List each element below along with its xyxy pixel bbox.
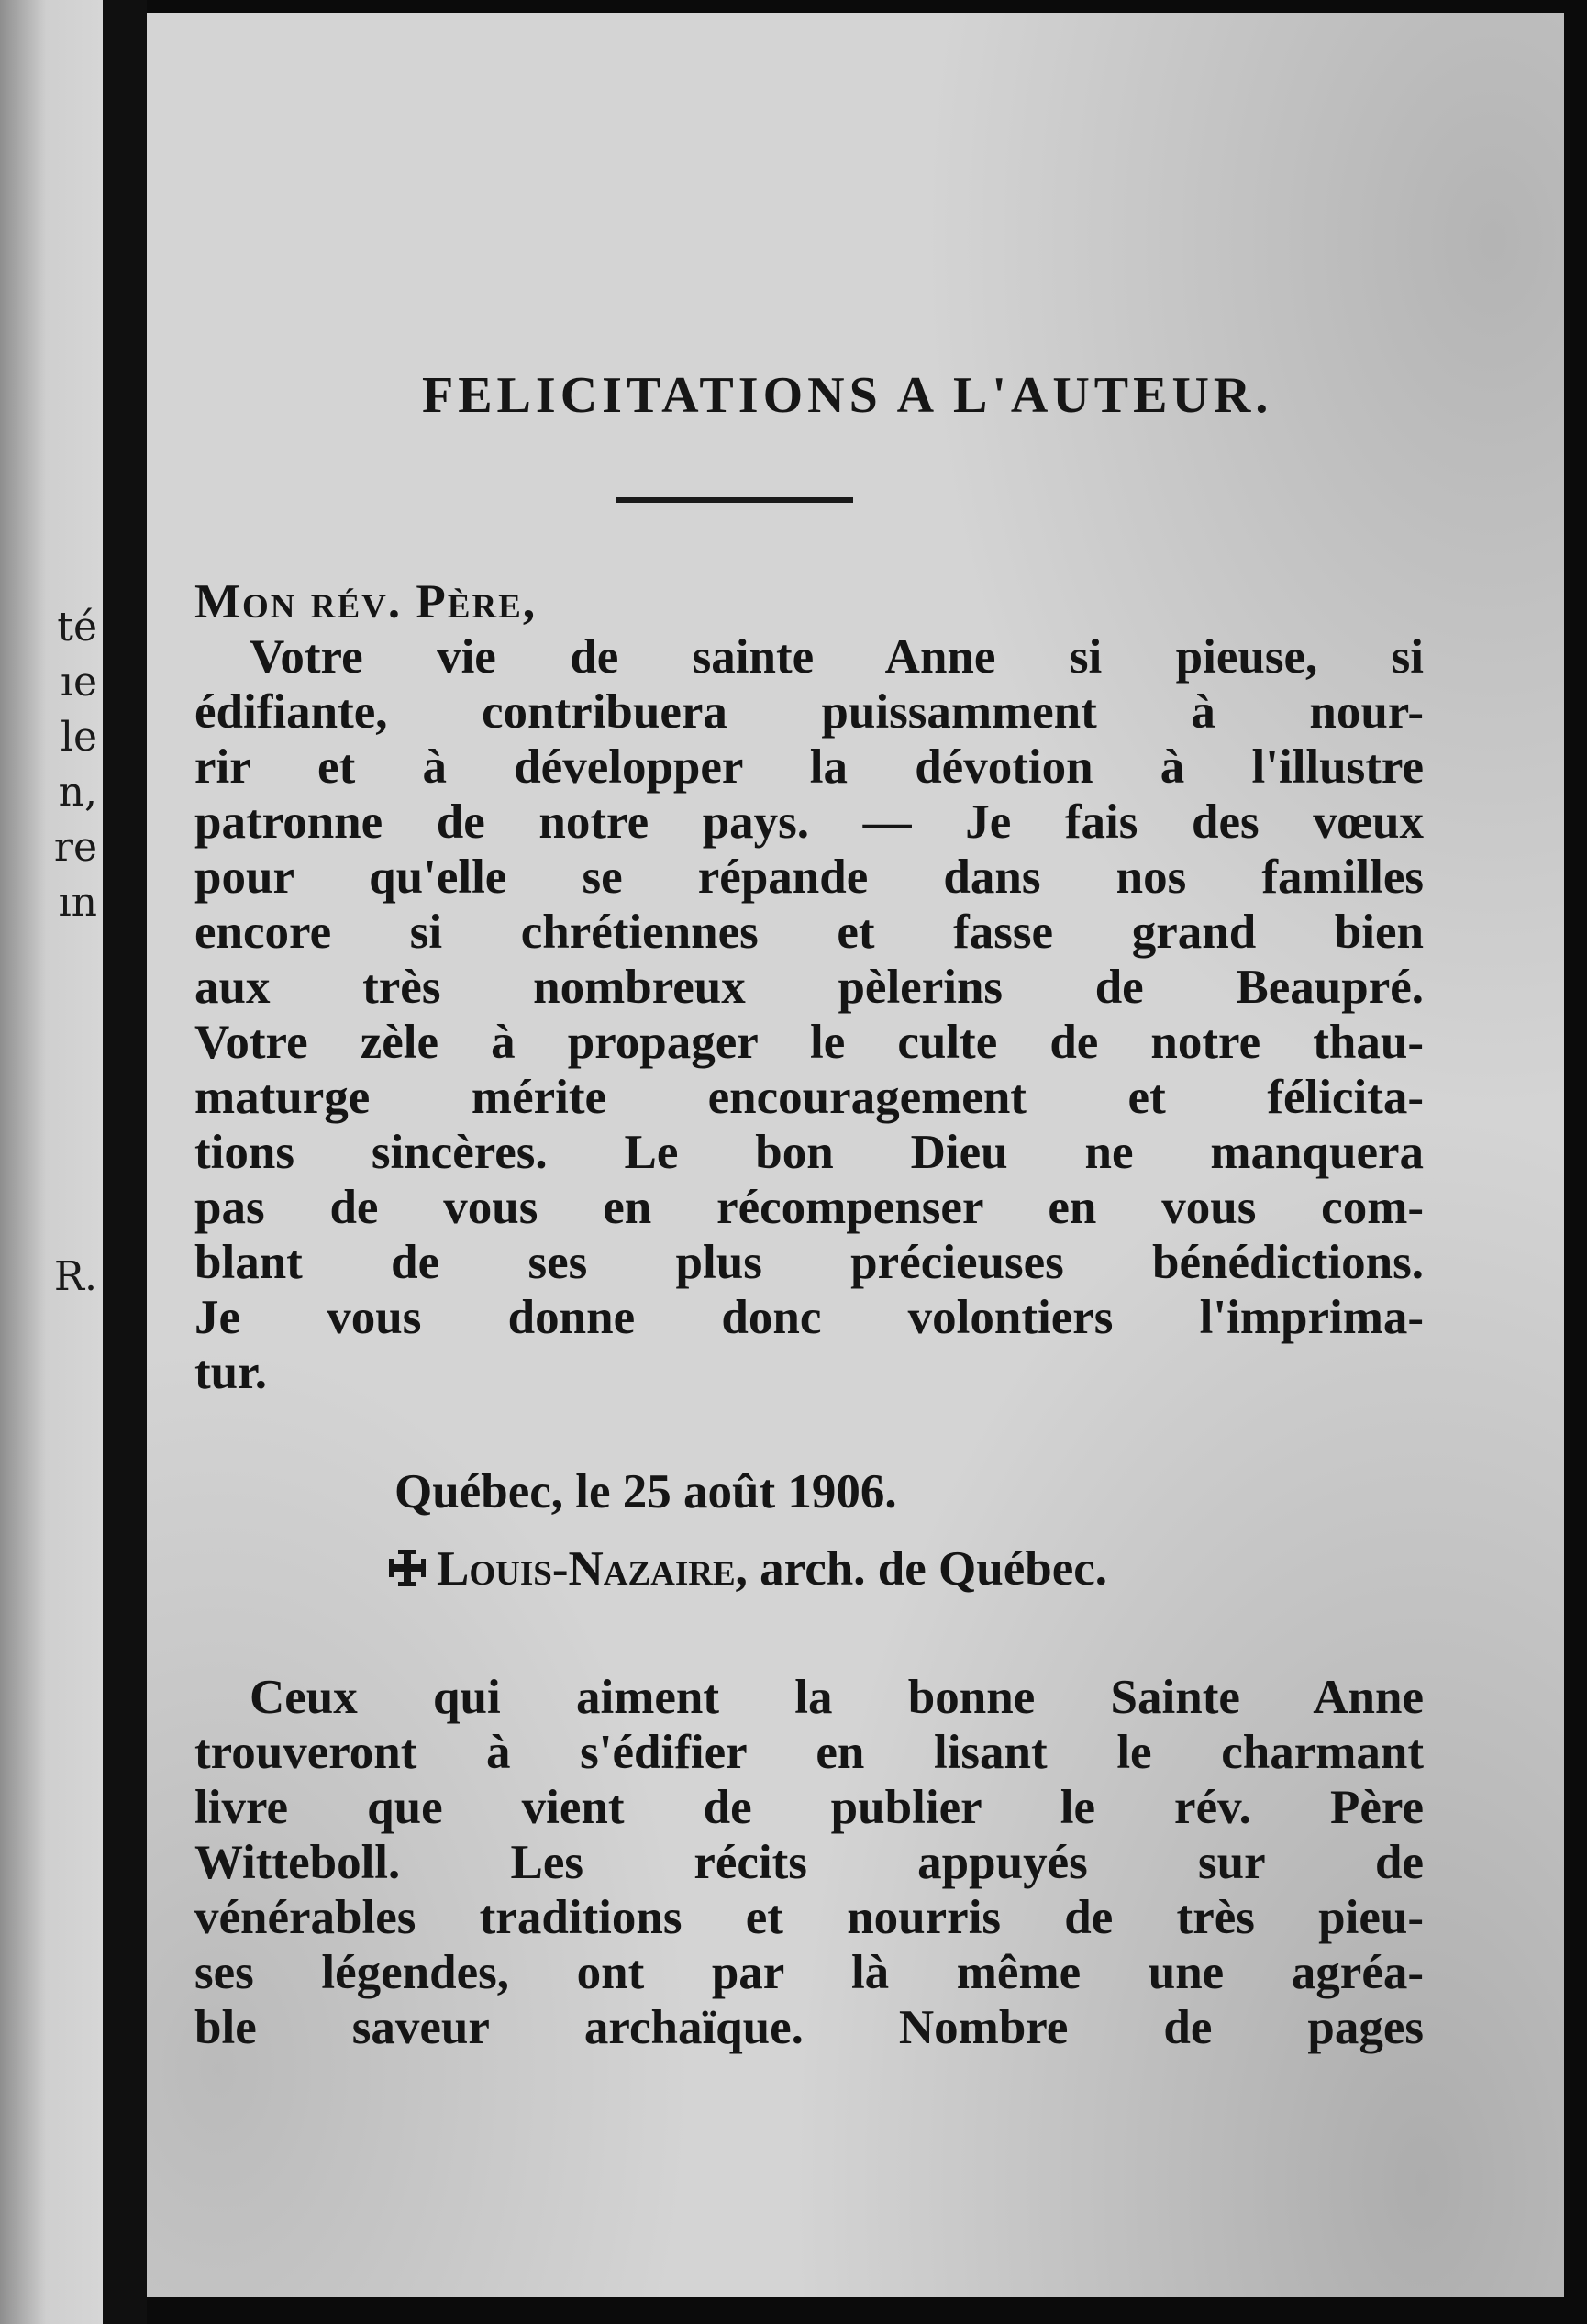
letter-line: tur. [194, 1346, 268, 1399]
letter-line: tions sincères. Le bon Dieu ne manquera [194, 1126, 1424, 1179]
letter-line: pour qu'elle se répande dans nos familles [194, 851, 1424, 904]
left-page-fragment: ın [58, 879, 97, 926]
letter-line: pas de vous en récompenser en vous com- [194, 1181, 1424, 1234]
letter-line: Votre vie de sainte Anne si pieuse, si [250, 630, 1424, 684]
signature-title: , arch. de Québec. [735, 1542, 1107, 1596]
letter-date: Québec, le 25 août 1906. [394, 1465, 897, 1518]
book-gutter [103, 0, 147, 2324]
review-line: trouveront à s'édifier en lisant le charmant [194, 1726, 1424, 1779]
letter-line: Je vous donne donc volontiers l'imprima- [194, 1291, 1424, 1344]
review-line: vénérables traditions et nourris de très pieu- [194, 1891, 1424, 1944]
letter-line: Votre zèle à propager le culte de notre thau- [194, 1016, 1424, 1069]
left-page-fragment: re [53, 824, 97, 871]
left-page-edge [0, 0, 103, 2324]
letter-line: encore si chrétiennes et fasse grand bien [194, 906, 1424, 959]
letter-signature [387, 1541, 1107, 1596]
letter-line: maturge mérite encouragement et félicita- [194, 1071, 1424, 1124]
left-page-fragment: n, [58, 769, 97, 816]
episcopal-cross-icon [387, 1548, 427, 1588]
review-line: ble saveur archaïque. Nombre de pages [194, 2001, 1424, 2054]
left-page-fragment: R. [53, 1253, 97, 1300]
left-page-fragment: té [57, 604, 97, 650]
main-page [147, 13, 1564, 2297]
letter-line: patronne de notre pays. — Je fais des vœux [194, 795, 1424, 849]
letter-line: édifiante, contribuera puissamment à nour- [194, 685, 1424, 739]
left-page-fragment: le [60, 714, 97, 761]
letter-line: aux très nombreux pèlerins de Beaupré. [194, 961, 1424, 1014]
review-line: Ceux qui aiment la bonne Sainte Anne [250, 1671, 1424, 1724]
review-line: ses légendes, ont par là même une agréa- [194, 1946, 1424, 1999]
signature-name: Louis-Nazaire [437, 1542, 736, 1596]
review-line: livre que vient de publier le rév. Père [194, 1781, 1424, 1834]
letter-line: blant de ses plus précieuses bénédictions. [194, 1236, 1424, 1289]
review-line: Witteboll. Les récits appuyés sur de [194, 1836, 1424, 1889]
letter-line: rir et à développer la dévotion à l'illustre [194, 740, 1424, 794]
title-rule [616, 497, 853, 503]
letter-salutation: Mon rév. Père, [194, 575, 538, 628]
left-page-fragment: ıe [60, 659, 97, 706]
page-title: FELICITATIONS A L'AUTEUR. [422, 367, 1273, 424]
